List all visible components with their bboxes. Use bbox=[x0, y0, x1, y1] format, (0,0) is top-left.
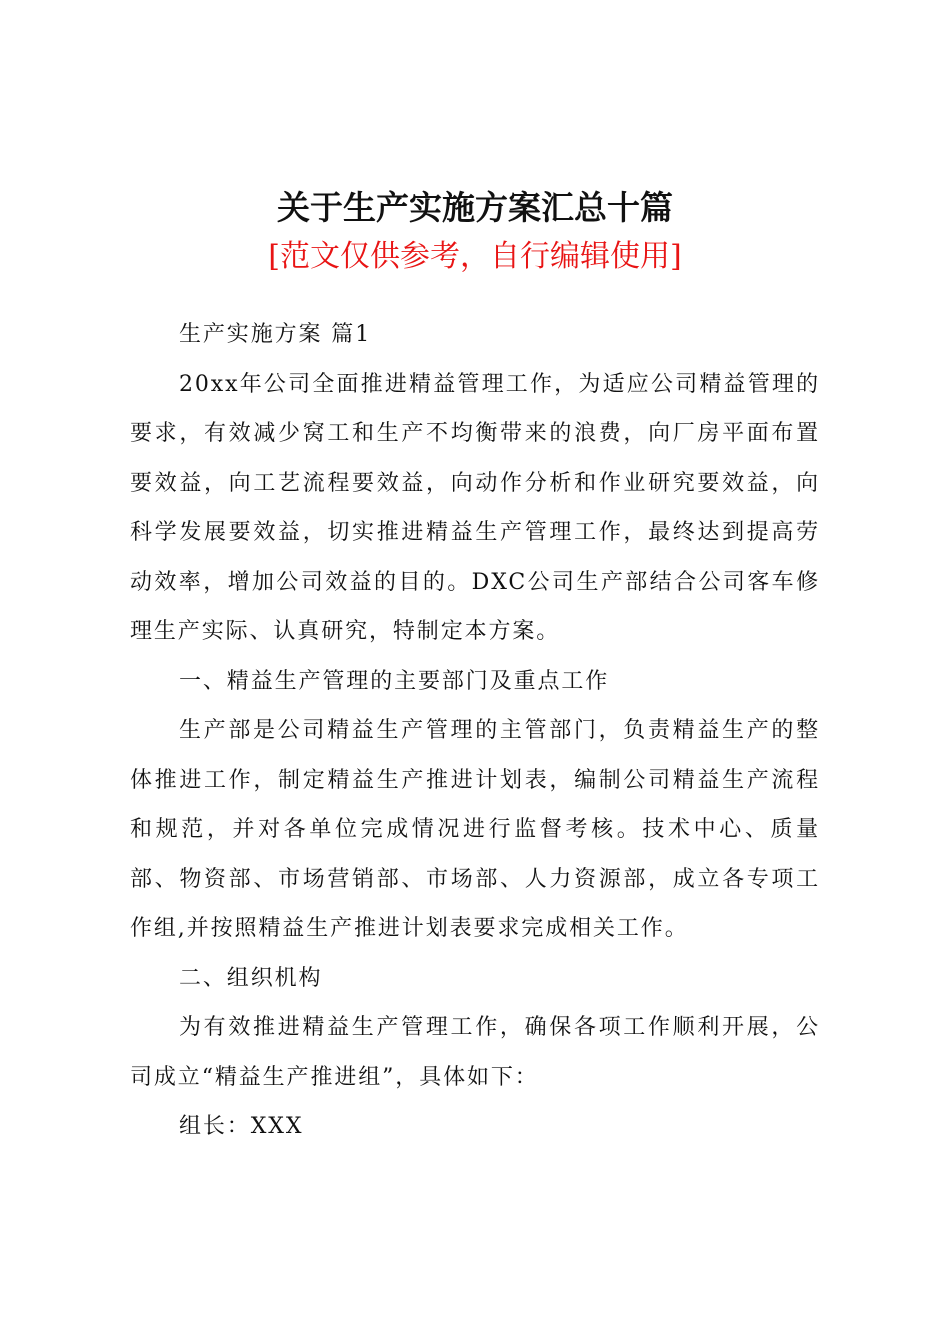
document-body bbox=[130, 310, 820, 1152]
body-paragraph: 组长：XXX bbox=[179, 1114, 304, 1139]
section-heading: 二、组织机构 bbox=[179, 965, 323, 991]
document-title: 关于生产实施方案汇总十篇 bbox=[277, 188, 673, 227]
document-subtitle: [范文仅供参考，自行编辑使用] bbox=[268, 239, 682, 274]
body-paragraph: 20xx年公司全面推进精益管理工作，为适应公司精益管理的要求，有效减少窝工和生产不均衡带来的浪费，向厂房平面布置要效益，向工艺流程要效益，向动作分析和作业研究要效益，向科学发展要效益，切实推进精益生产管理工作，最终达到提高劳动效率，增加公司效益的目的。DXC公司生产部结合公司客车修理生产实际、认真研究，特制定本方案。 bbox=[130, 371, 820, 644]
body-paragraph: 生产部是公司精益生产管理的主管部门，负责精益生产的整体推进工作，制定精益生产推进计划表，编制公司精益生产流程和规范，并对各单位完成情况进行监督考核。技术中心、质量部、物资部、市场营销部、市场部、人力资源部，成立各专项工作组,并按照精益生产推进计划表要求完成相关工作。 bbox=[130, 718, 820, 941]
section-heading: 生产实施方案 篇1 bbox=[179, 322, 372, 347]
section-heading: 一、精益生产管理的主要部门及重点工作 bbox=[179, 668, 610, 694]
body-paragraph: 为有效推进精益生产管理工作，确保各项工作顺利开展，公司成立“精益生产推进组”，具体如下： bbox=[130, 1015, 820, 1090]
